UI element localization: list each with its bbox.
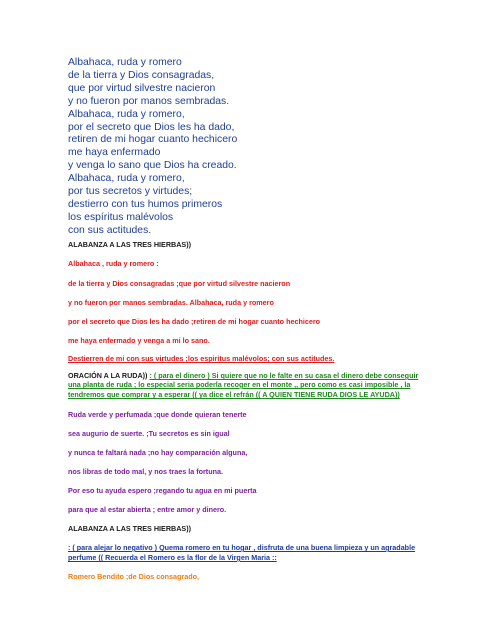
poem-line: los espíritus malévolos [68, 211, 174, 223]
purple-line: para que al estar abierta ; entre amor y dinero. [68, 505, 227, 514]
section-heading: ALABANZA A LAS TRES HIERBAS)) [68, 524, 191, 533]
poem-block [68, 57, 408, 238]
red-line: por el secreto que Dios les ha dado ;retiren de mi hogar cuanto hechicero [68, 317, 321, 326]
poem-line: de la tierra y Dios consagradas, [68, 69, 215, 81]
blue-link-text: perfume (( Recuerda el Romero es la flor de la Virgen Maria :: [68, 553, 277, 562]
poem-line: Albahaca, ruda y romero [68, 57, 182, 68]
green-link-text: : ( para el dinero ) Si quiere que no le falte en su casa el dinero debe conseguir [149, 371, 419, 380]
poem-line: Albahaca, ruda y romero, [68, 108, 185, 120]
oracion-label: ORACIÓN A LA RUDA)) [68, 371, 150, 380]
poem-line: Albahaca, ruda y romero, [68, 173, 185, 185]
red-line: de la tierra y Dios consagradas ;que por virtud silvestre nacieron [68, 279, 291, 288]
red-line: y no fueron por manos sembradas. Albahaca, ruda y romero [68, 298, 274, 307]
poem-line: y no fueron por manos sembradas. [68, 95, 230, 107]
purple-line: sea augurio de suerte. ;Tu secretos es sin igual [68, 429, 230, 438]
poem-line: retiren de mi hogar cuanto hechicero [68, 134, 238, 146]
orange-line: Romero Bendito ;de Dios consagrado, [68, 572, 199, 581]
oracion-line-1 [68, 371, 433, 380]
purple-line: y nunca te faltará nada ;no hay comparación alguna, [68, 448, 248, 457]
poem-line: por tus secretos y virtudes; [68, 186, 193, 198]
poem-line: me haya enfermado [68, 147, 161, 159]
red-line: me haya enfermado y venga a mi lo sano. [68, 336, 210, 345]
blue-link-text: : ( para alejar lo negativo ) Quema romero en tu hogar , disfruta de una buena limpieza y un agradable [68, 543, 416, 552]
poem-line: y venga lo sano que Dios ha creado. [68, 160, 237, 172]
purple-line: Por eso tu ayuda espero ;regando tu agua en mi puerta [68, 486, 257, 495]
purple-line: nos libras de todo mal, y nos traes la fortuna. [68, 467, 223, 476]
red-line: Albahaca , ruda y romero : [68, 259, 159, 268]
purple-line: Ruda verde y perfumada ;que donde quieran tenerte [68, 410, 247, 419]
poem-line: por el secreto que Dios les ha dado, [68, 121, 235, 133]
poem-line: con sus actitudes. [68, 224, 152, 236]
section-heading: ALABANZA A LAS TRES HIERBAS)) [68, 240, 191, 249]
poem-line: que por virtud silvestre nacieron [68, 82, 216, 94]
red-underlined-line: Destierren de mi con sus virtudes ;los espiritus malévolos; con sus actitudes. [68, 354, 335, 363]
green-link-text: una planta de ruda ; lo especial seria poderla recoger en el monte ,, pero como es casi imposible , la [68, 380, 411, 389]
poem-line: destierro con tus humos primeros [68, 198, 223, 210]
green-link-text: tendremos que comprar y a esperar (( ya dice el refrán (( A QUIEN TIENE RUDA DIOS LE AYUDA)) [68, 390, 400, 399]
